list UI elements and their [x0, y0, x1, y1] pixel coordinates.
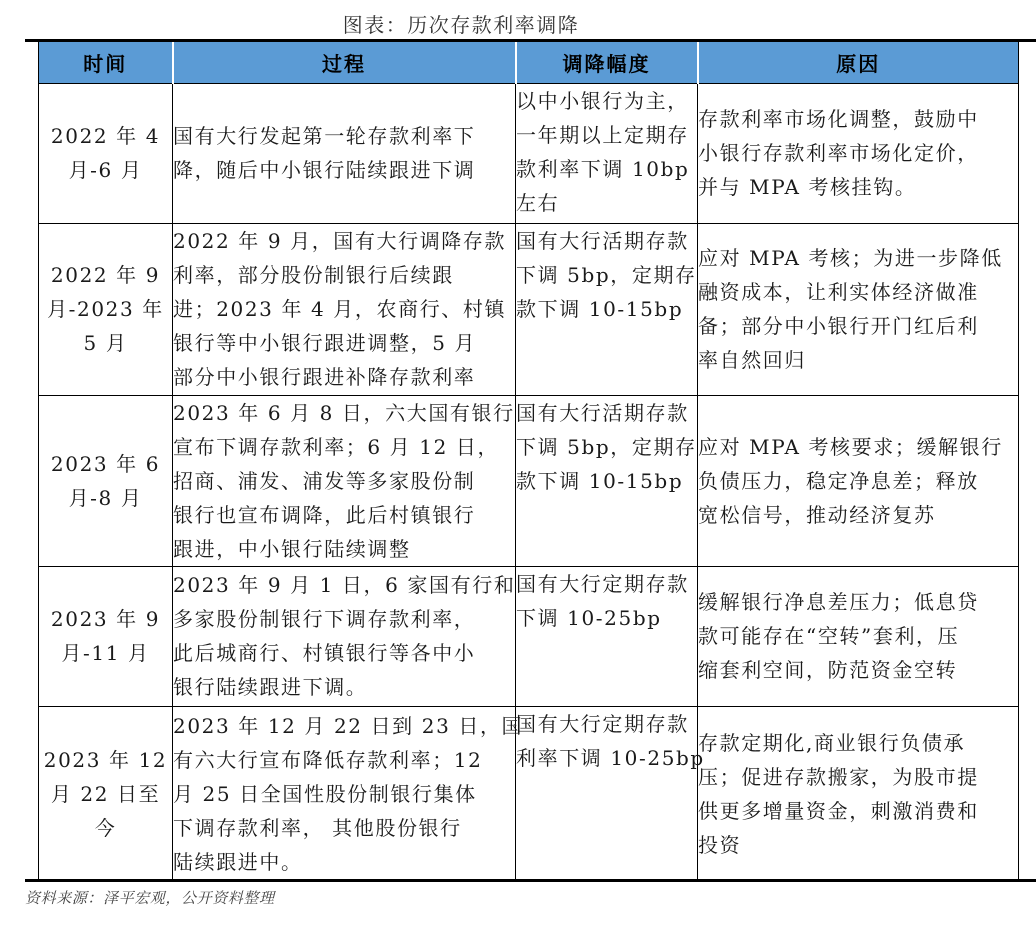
- cell-line: 并与 MPA 考核挂钩。: [698, 175, 917, 199]
- cell-line: 存款定期化,商业银行负债承: [698, 730, 966, 755]
- cell-line: 缩套利空间，防范资金空转: [698, 658, 958, 682]
- cell-line: 银行等中小银行跟进调整，5 月: [173, 331, 477, 355]
- cell-line: 部分中小银行跟进补降存款利率: [173, 365, 476, 389]
- cell-line: 2023 年 9: [50, 607, 161, 631]
- table-header-row: [39, 42, 1019, 83]
- table-row: [39, 223, 1019, 395]
- cell-line: 国有大行活期存款: [516, 228, 689, 253]
- cell-line: 左右: [516, 190, 560, 215]
- cell-line: 款可能存在“空转”套利，压: [698, 624, 960, 648]
- cell-line: 负债压力，稳定净息差；释放: [698, 468, 979, 493]
- cell-reason: [698, 566, 1019, 706]
- header-time: 时间: [39, 42, 173, 83]
- cell-line: 2023 年 12 月 22 日到 23 日，国: [173, 713, 524, 738]
- cell-line: 银行也宣布调降，此后村镇银行: [173, 502, 476, 527]
- cell-cut-range: [516, 706, 705, 881]
- cell-line: 多家股份制银行下调存款利率，: [173, 607, 476, 631]
- cell-line: 利率，部分股份制银行后续跟: [173, 263, 454, 287]
- cell-cut-range: [516, 566, 698, 706]
- cell-line: 压；促进存款搬家，为股市提: [698, 764, 979, 789]
- cell-line: 2022 年 9 月，国有大行调降存款: [173, 229, 507, 253]
- cell-line: 2023 年 6 月 8 日，六大国有银行: [173, 400, 515, 425]
- cell-line: 下调存款利率， 其他股份银行: [173, 815, 462, 840]
- cell-line: 利率下调 10-25bp: [516, 745, 705, 770]
- cell-line: 应对 MPA 考核要求；缓解银行: [698, 434, 1003, 459]
- cell-process: [173, 566, 516, 706]
- deposit-rate-cut-table: [38, 42, 1019, 882]
- cell-line: 国有大行定期存款: [516, 571, 689, 596]
- cell-reason: [698, 395, 1019, 566]
- cell-time: [39, 566, 173, 706]
- cell-line: 下调 5bp，定期存: [516, 434, 697, 459]
- cell-line: 下调 5bp，定期存: [516, 262, 697, 287]
- cell-cut-range: [516, 223, 698, 395]
- cell-cut-range: [516, 83, 698, 223]
- cell-line: 月-6 月: [68, 158, 143, 182]
- cell-line: 月-2023 年: [47, 297, 164, 321]
- cell-line: 月-8 月: [68, 485, 143, 510]
- cell-line: 5 月: [83, 331, 128, 355]
- cell-time: [39, 395, 173, 566]
- cell-line: 跟进，中小银行陆续调整: [173, 536, 411, 561]
- cell-line: 应对 MPA 考核；为进一步降低: [698, 246, 1003, 270]
- figure-title: 图表：历次存款利率调降: [342, 13, 580, 37]
- table-row: [39, 83, 1019, 223]
- cell-line: 融资成本，让利实体经济做准: [698, 280, 979, 304]
- cell-line: 2023 年 12: [43, 747, 168, 772]
- cell-line: 存款利率市场化调整，鼓励中: [698, 107, 979, 131]
- table-row: [39, 566, 1019, 706]
- cell-time: [39, 83, 173, 223]
- cell-line: 降，随后中小银行陆续跟进下调: [173, 158, 476, 182]
- cell-cut-range: [516, 395, 698, 566]
- cell-line: 以中小银行为主，: [516, 88, 689, 113]
- cell-line: 今: [94, 815, 117, 840]
- header-cut-range: 调降幅度: [516, 42, 698, 83]
- cell-line: 小银行存款利率市场化定价，: [698, 141, 979, 165]
- cell-line: 宽松信号，推动经济复苏: [698, 502, 936, 527]
- cell-line: 投资: [698, 832, 742, 857]
- cell-line: 款利率下调 10bp: [516, 156, 690, 181]
- bottom-rule: [25, 879, 1036, 882]
- cell-line: 此后城商行、村镇银行等各中小: [173, 641, 476, 665]
- cell-line: 国有大行发起第一轮存款利率下: [173, 124, 476, 148]
- cell-line: 陆续跟进中。: [173, 849, 303, 874]
- cell-line: 国有大行活期存款: [516, 400, 689, 425]
- cell-reason: [698, 83, 1019, 223]
- cell-process: [173, 223, 516, 395]
- cell-line: 款下调 10-15bp: [516, 468, 684, 493]
- cell-line: 款下调 10-15bp: [516, 296, 684, 321]
- cell-line: 备；部分中小银行开门红后利: [698, 314, 979, 338]
- cell-line: 进；2023 年 4 月，农商行、村镇: [173, 297, 507, 321]
- cell-line: 国有大行定期存款: [516, 711, 689, 736]
- header-process: 过程: [173, 42, 516, 83]
- cell-line: 下调 10-25bp: [516, 605, 662, 630]
- cell-process: [173, 706, 524, 881]
- cell-line: 2022 年 4: [50, 124, 161, 148]
- cell-time: [39, 706, 173, 881]
- table-row: [39, 706, 1019, 881]
- cell-line: 招商、浦发、浦发等多家股份制: [173, 468, 476, 493]
- header-reason: 原因: [698, 42, 1019, 83]
- cell-line: 宣布下调存款利率；6 月 12 日，: [173, 434, 500, 459]
- cell-line: 缓解银行净息差压力；低息贷: [698, 590, 979, 614]
- cell-reason: [698, 706, 1019, 881]
- cell-line: 率自然回归: [698, 348, 806, 372]
- cell-process: [173, 83, 516, 223]
- cell-reason: [698, 223, 1019, 395]
- cell-line: 供更多增量资金，刺激消费和: [698, 798, 979, 823]
- cell-process: [173, 395, 516, 566]
- cell-time: [39, 223, 173, 395]
- source-note: 资料来源：泽平宏观，公开资料整理: [25, 889, 275, 907]
- cell-line: 月 22 日至: [50, 781, 161, 806]
- cell-line: 2023 年 9 月 1 日，6 家国有行和: [173, 573, 516, 597]
- cell-line: 银行陆续跟进下调。: [173, 675, 368, 699]
- cell-line: 一年期以上定期存: [516, 122, 689, 147]
- cell-line: 2022 年 9: [50, 263, 161, 287]
- cell-line: 月 25 日全国性股份制银行集体: [173, 781, 477, 806]
- cell-line: 月-11 月: [61, 641, 150, 665]
- cell-line: 2023 年 6: [50, 451, 161, 476]
- table-row: [39, 395, 1019, 566]
- cell-line: 有六大行宣布降低存款利率；12: [173, 747, 483, 772]
